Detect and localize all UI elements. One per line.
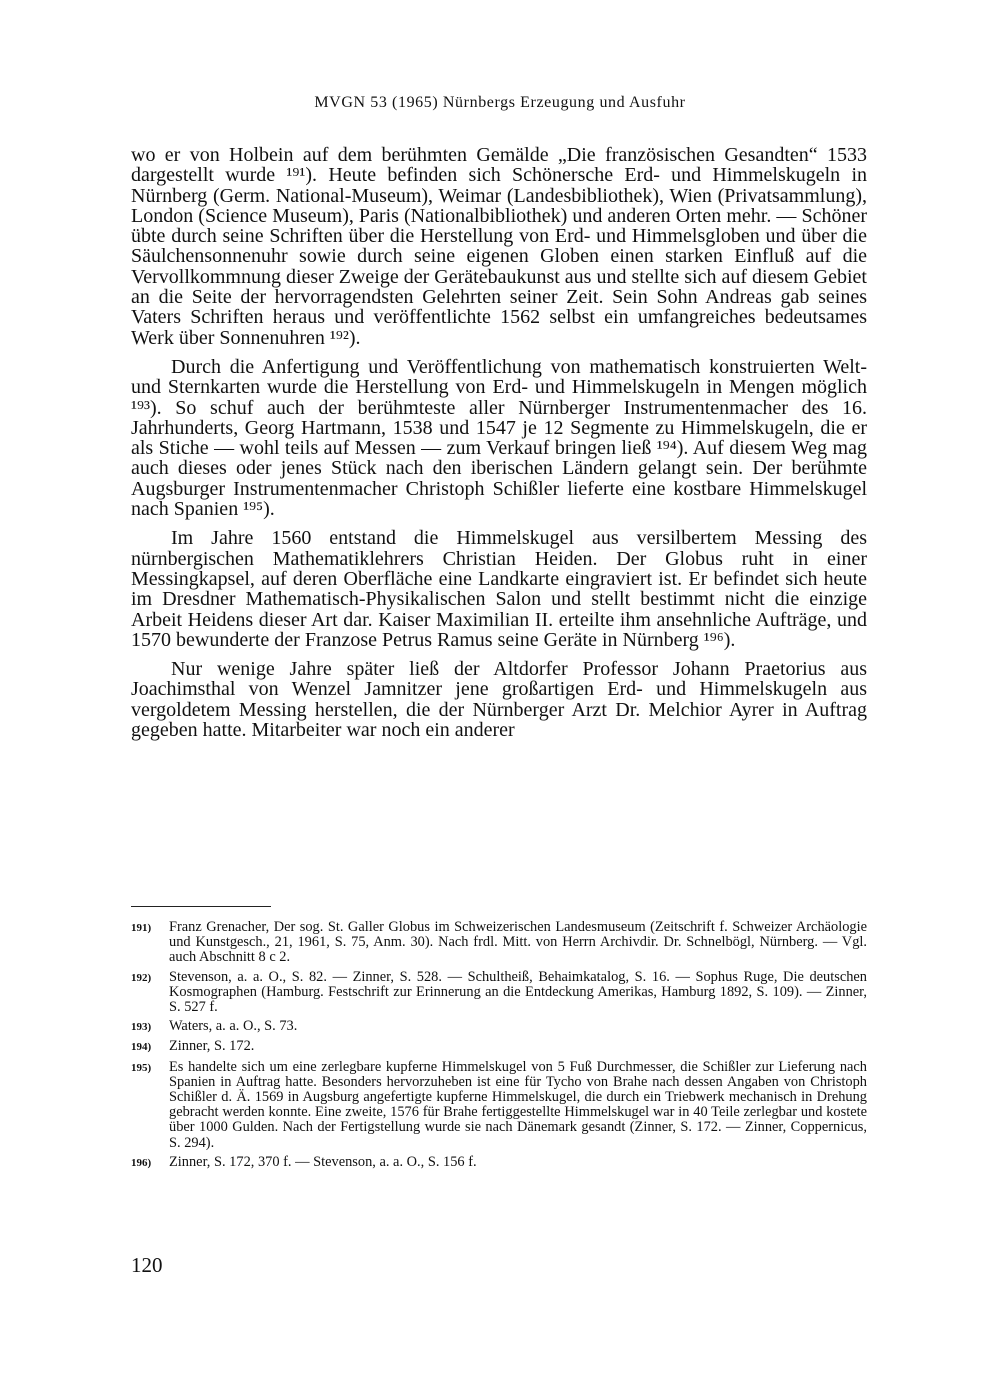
paragraph: wo er von Holbein auf dem berühmten Gemälde „Die französischen Gesandten“ 1533 dargestellt wurde ¹⁹¹). Heute befinden sich Schönersche Erd- und Himmelskugeln in Nürnberg (Germ. National-Museum), Weimar (Landesbibliothek), Wien (Privatsammlung), London (Science Museum), Paris (Nationalbibliothek) und anderen Orten mehr. — Schöner übte durch seine Schriften über die Herstellung von Erd- und Himmelsgloben und über die Säulchensonnenuhr sowie durch seine eigenen Globen einen starken Einfluß auf die Vervollkommnung dieser Zweige der Gerätebaukunst aus und stellte sich auf diesem Gebiet an die Seite der hervorragendsten Gelehrten seiner Zeit. Sein Sohn Andreas gab seines Vaters Schriften heraus und veröffentlichte 1562 selbst ein umfangreiches bedeutsames Werk über Sonnenuhren ¹⁹²). (131, 144, 867, 349)
footnote-number: 194) (131, 1041, 152, 1054)
footnote-text: Zinner, S. 172. (169, 1038, 255, 1055)
footnote (131, 1155, 867, 1171)
paragraph: Nur wenige Jahre später ließ der Altdorfer Professor Johann Praetorius aus Joachimsthal von Wenzel Jamnitzer jene großartigen Erd- und Himmelskugeln aus vergoldetem Messing herstellen, die der Nürnberger Arzt Dr. Melchior Ayrer in Auftrag gegeben hatte. Mitarbeiter war noch ein anderer (131, 658, 867, 742)
footnote-text: Zinner, S. 172, 370 f. — Stevenson, a. a. O., S. 156 f. (169, 1153, 477, 1170)
footnote-text: Waters, a. a. O., S. 73. (169, 1018, 298, 1035)
footnote (131, 970, 867, 1016)
footnote (131, 1060, 867, 1151)
footnote-text: Stevenson, a. a. O., S. 82. — Zinner, S. 528. — Schultheiß, Behaimkatalog, S. 16. — Sophus Ruge, Die deutschen Kosmographen (Hamburg. Festschrift zur Erinnerung an die Entdeckung Amerikas, Hamburg 1892, S. 109). — Zinner, S. 527 f. (169, 968, 867, 1016)
footnote-number: 195) (131, 1061, 152, 1074)
footnote (131, 920, 867, 966)
paragraph: Im Jahre 1560 entstand die Himmelskugel aus versilbertem Messing des nürnbergischen Mathematiklehrers Christian Heiden. Der Globus ruht in einer Messingkapsel, auf deren Oberfläche eine Landkarte eingraviert ist. Er befindet sich heute im Dresdner Mathematisch-Physikalischen Salon und stellt bestimmt nicht die einzige Arbeit Heidens dieser Art dar. Kaiser Maximilian II. erteilte ihm ansehnliche Aufträge, und 1570 bewunderte der Franzose Petrus Ramus seine Geräte in Nürnberg ¹⁹⁶). (131, 527, 867, 651)
footnotes (131, 920, 867, 1175)
paragraph: Durch die Anfertigung und Veröffentlichung von mathematisch konstruierten Welt- und Sternkarten wurde die Herstellung von Erd- und Himmelskugeln in Mengen möglich ¹⁹³). So schuf auch der berühmteste aller Nürnberger Instrumentenmacher des 16. Jahrhunderts, Georg Hartmann, 1538 und 1547 je 12 Segmente zu Himmelskugeln, die er als Stiche — wohl teils auf Messen — zum Verkauf bringen ließ ¹⁹⁴). Auf diesem Weg mag auch dieses oder jenes Stück nach den iberischen Ländern gelangt sein. Der berühmte Augsburger Instrumentenmacher Christoph Schißler lieferte eine kostbare Himmelskugel nach Spanien ¹⁹⁵). (131, 355, 867, 521)
footnote-text: Franz Grenacher, Der sog. St. Galler Globus im Schweizerischen Landesmuseum (Zeitschrift f. Schweizer Archäologie und Kunstgesch., 21, 1961, S. 75, Anm. 30). Nach frdl. Mitt. von Herrn Archivdir. Dr. Schnelbögl, Nürnberg. — Vgl. auch Abschnitt 8 c 2. (169, 919, 867, 966)
footnote-number: 193) (131, 1021, 152, 1034)
page-number: 120 (131, 1253, 163, 1277)
running-head: MVGN 53 (1965) Nürnbergs Erzeugung und Ausfuhr (314, 94, 686, 111)
footnote-number: 192) (131, 971, 152, 984)
footnote-number: 191) (131, 922, 152, 934)
footnote (131, 1039, 867, 1055)
footnote (131, 1019, 867, 1035)
footnote-text: Es handelte sich um eine zerlegbare kupferne Himmelskugel von 5 Fuß Durchmesser, die Schißler zur Lieferung nach Spanien in Auftrag hatte. Besonders hervorzuheben ist eine für Tycho von Brahe nach dessen Angaben von Christoph Schißler d. Ä. 1569 in Augsburg angefertigte kupferne Himmelskugel, die durch ein Triebwerk mechanisch in Drehung gebracht werden konnte. Eine zweite, 1576 für Brahe fertiggestellte Himmelskugel war in 40 Teile zerlegbar und kostete über 1000 Gulden. Nach der Fertigstellung wurde sie nach Dänemark gesandt (Zinner, S. 172. — Zinner, Coppernicus, S. 294). (169, 1058, 867, 1151)
footnote-separator (131, 906, 271, 907)
footnote-number: 196) (131, 1156, 152, 1169)
body-text (131, 145, 867, 749)
